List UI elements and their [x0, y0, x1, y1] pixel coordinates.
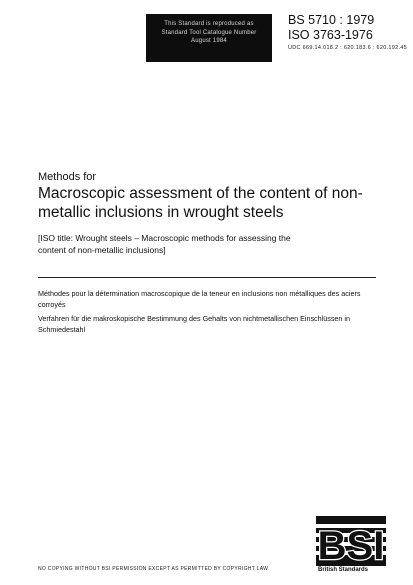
- stamp-line: Standard Tool Catalogue Number: [161, 29, 257, 36]
- copyright-footer: NO COPYING WITHOUT BSI PERMISSION EXCEPT AS PERMITTED BY COPYRIGHT LAW: [38, 566, 269, 572]
- logo-subtitle: British Standards: [318, 567, 369, 573]
- iso-number: ISO 3763-1976: [288, 28, 373, 42]
- document-title: Macroscopic assessment of the content of non-metallic inclusions in wrought steels: [38, 185, 363, 221]
- bs-number: BS 5710 : 1979: [288, 13, 375, 27]
- title-intro: Methods for: [38, 171, 97, 183]
- divider: [38, 277, 376, 278]
- svg-text:BSI: BSI: [317, 524, 385, 566]
- bsi-logo: [316, 516, 386, 566]
- iso-title: [ISO title: Wrought steels – Macroscopic methods for assessing the content of non-metallic inclusions]: [38, 233, 291, 255]
- standard-numbers: [288, 13, 407, 53]
- french-title: Méthodes pour la détermination macroscopique de la teneur en inclusions non métalliques des aciers corroyés: [38, 289, 361, 309]
- german-title: Verfahren für die makroskopische Bestimmung des Gehalts von nichtmetallischen Einschlüssen in Schmiedestahl: [38, 314, 351, 334]
- stamp-line: August 1984: [191, 38, 227, 44]
- udc-reference: UDC 669.14.018.2 : 620.183.6 : 620.192.45: [288, 45, 408, 51]
- stamp-line: This Standard is reproduced as: [164, 21, 254, 27]
- reproduction-stamp: [146, 14, 272, 62]
